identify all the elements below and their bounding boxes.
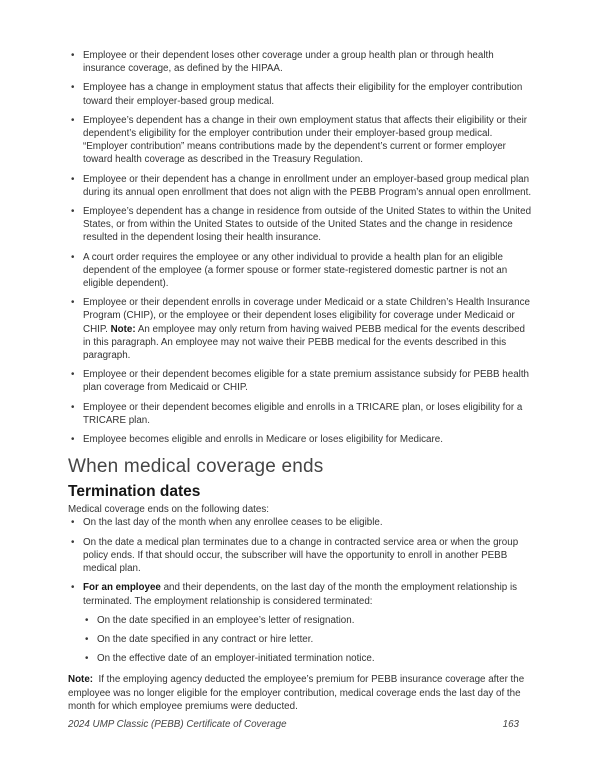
- text-run: and their dependents, on the last day of the month the employment relationship is terminated. The employment relationship is considered terminated:: [83, 582, 518, 607]
- bold-text-run: Note:: [110, 323, 136, 335]
- bold-text-run: For an employee: [83, 582, 161, 594]
- text-run: Employee or their dependent becomes eligible and enrolls in a TRICARE plan, or loses eligibility for a TRICARE plan.: [83, 401, 523, 426]
- list-item-text: [97, 652, 535, 665]
- text-run: Employee or their dependent loses other coverage under a group health plan or through health insurance coverage, as defined by the HIPAA.: [83, 50, 494, 75]
- text-run: On the last day of the month when any enrollee ceases to be eligible.: [83, 517, 383, 529]
- subsection-heading: Termination dates: [68, 483, 201, 501]
- text-run: On the date a medical plan terminates due to a change in contracted service area or when the group policy ends. If that should occur, the subscriber will have the opportunity to enroll in another PEBB medical plan.: [83, 536, 519, 575]
- bold-text-run: Note:: [68, 674, 94, 686]
- list-item: [85, 633, 535, 646]
- list-item: [71, 114, 535, 167]
- list-item-text: [83, 49, 535, 75]
- text-run: Employee becomes eligible and enrolls in Medicare or loses eligibility for Medicare.: [83, 434, 443, 446]
- list-item-text: [83, 205, 535, 245]
- list-item: [85, 614, 535, 627]
- list-item-text: [83, 81, 535, 107]
- text-run: Employee or their dependent becomes eligible for a state premium assistance subsidy for PEBB health plan coverage from Medicaid or CHIP.: [83, 369, 529, 394]
- text-run: An employee may only return from having waived PEBB medical for the events described in this paragraph. An employee may not waive their PEBB medical for the events described in this paragraph.: [83, 323, 525, 362]
- list-item-text: [83, 251, 535, 291]
- text-run: If the employing agency deducted the employee’s premium for PEBB insurance coverage after the employee was no longer eligible for the employer contribution, medical coverage ends the last day of the month for which employee premiums were deducted.: [68, 674, 525, 712]
- note-paragraph: [68, 673, 535, 713]
- list-item: [85, 652, 535, 665]
- list-item: [71, 516, 535, 529]
- footer-page-number: 163: [502, 718, 519, 730]
- footer-document-title: 2024 UMP Classic (PEBB) Certificate of Coverage: [68, 718, 287, 730]
- sub-bullet-list: [85, 614, 535, 666]
- text-run: On the effective date of an employer-initiated termination notice.: [97, 653, 375, 665]
- list-item: [71, 251, 535, 291]
- bullet-marker: •: [71, 251, 75, 263]
- text-run: Employee or their dependent enrolls in coverage under Medicaid or a state Children’s Health Insurance Program (CHIP), or the employee or their dependent loses eligibility for coverage under Medicaid or CHIP.: [83, 297, 530, 335]
- bullet-marker: •: [71, 536, 75, 548]
- text-run: Employee’s dependent has a change in their own employment status that affects their eligibility or their dependent’s eligibility for the employer contribution under their employer-based group medical. “Employer contribution” means contributions made by the dependent’s current or former employer toward health coverage as described in the Treasury Regulation.: [83, 114, 528, 166]
- text-run: A court order requires the employee or any other individual to provide a health plan for an eligible dependent of the employee (a former spouse or former state-registered domestic partner is not an eligible dependent).: [83, 251, 508, 290]
- list-item-text: [83, 114, 535, 167]
- list-item-text: [83, 536, 535, 576]
- list-item: [71, 49, 535, 75]
- list-item: [71, 296, 535, 362]
- list-item: [71, 581, 535, 665]
- bullet-marker: •: [71, 369, 75, 381]
- list-item-text: [83, 516, 535, 529]
- list-item: [71, 173, 535, 199]
- list-item-text: [83, 401, 535, 427]
- bullet-marker: •: [85, 653, 89, 665]
- bullet-marker: •: [71, 582, 75, 594]
- list-item: [71, 205, 535, 245]
- bullet-marker: •: [71, 114, 75, 126]
- list-item: [71, 368, 535, 394]
- section-heading: When medical coverage ends: [68, 456, 324, 478]
- bullet-marker: •: [71, 82, 75, 94]
- bullet-marker: •: [71, 173, 75, 185]
- bullet-marker: •: [71, 297, 75, 309]
- list-item-text: [83, 296, 535, 362]
- termination-dates-list: [68, 516, 535, 665]
- text-run: Employee or their dependent has a change in enrollment under an employer-based group medical plan during its annual open enrollment that does not align with the PEBB Program’s annual open enrollment.: [83, 173, 532, 198]
- bullet-marker: •: [71, 517, 75, 529]
- list-item-text: [83, 173, 535, 199]
- bullet-marker: •: [71, 434, 75, 446]
- coverage-events-list: [68, 49, 535, 446]
- list-item: [71, 401, 535, 427]
- intro-paragraph: Medical coverage ends on the following dates:: [68, 504, 269, 516]
- list-item-text: [83, 433, 535, 446]
- text-run: Employee has a change in employment status that affects their eligibility for the employer contribution toward their employer-based group medical.: [83, 82, 523, 107]
- list-item: [71, 536, 535, 576]
- bullet-marker: •: [71, 401, 75, 413]
- text-run: On the date specified in any contract or hire letter.: [97, 633, 314, 645]
- bullet-marker: •: [71, 50, 75, 61]
- list-item-text: [97, 614, 535, 627]
- list-item-text: [83, 368, 535, 394]
- list-item-text: [83, 581, 535, 665]
- text-run: On the date specified in an employee’s letter of resignation.: [97, 614, 355, 626]
- text-run: Employee’s dependent has a change in residence from outside of the United States to within the United States, or from within the United States to outside of the United States and the change in residence resulted in the dependent losing their health insurance.: [83, 206, 532, 244]
- bullet-marker: •: [85, 614, 89, 626]
- bullet-marker: •: [71, 206, 75, 218]
- bullet-marker: •: [85, 633, 89, 645]
- page-footer: [68, 718, 535, 731]
- list-item: [71, 81, 535, 107]
- list-item: [71, 433, 535, 446]
- list-item-text: [97, 633, 535, 646]
